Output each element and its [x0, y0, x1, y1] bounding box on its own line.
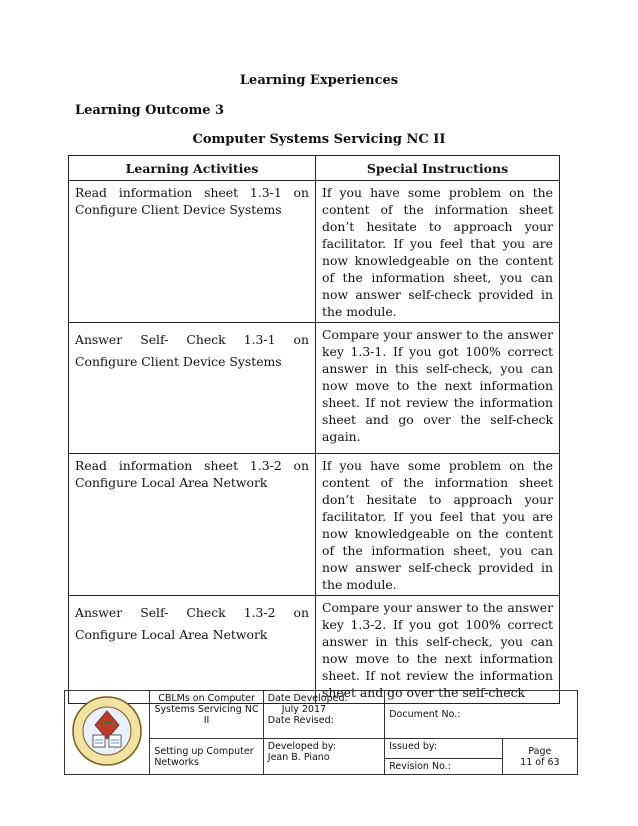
activity-text: Answer Self- Check 1.3-2 on	[75, 605, 309, 620]
activity-topic: Configure Client Device Systems	[75, 354, 282, 369]
column-header-instructions: Special Instructions	[316, 156, 560, 181]
table-row	[69, 454, 560, 596]
issued-by-label: Issued by:	[385, 739, 501, 759]
instruction-cell: Compare your answer to the answer key 1.3-1. If you got 100% correct answer in this self-check, you can now move to the next information sheet. If not review the information sheet and go over the self-check again.	[316, 323, 560, 454]
page-heading: Learning Experiences	[239, 73, 399, 88]
document-number: Document No.:	[385, 691, 578, 739]
revision-no-label: Revision No.:	[389, 761, 451, 772]
developer-info	[263, 739, 384, 775]
learning-activities-table	[68, 155, 560, 704]
table-row	[69, 323, 560, 454]
activity-cell	[69, 454, 316, 596]
developed-by-label: Developed by:	[267, 741, 336, 752]
course-title: Computer Systems Servicing NC II	[192, 132, 446, 147]
table-header-row	[69, 156, 560, 181]
date-revised-label: Date Revised:	[267, 715, 334, 726]
instruction-cell: If you have some problem on the content of the information sheet don’t hesitate to approach your facilitator. If you feel that you are now knowledgeable on the content of the information sheet, you can now answer self-check provided in the module.	[316, 454, 560, 596]
column-header-activities: Learning Activities	[69, 156, 316, 181]
date-developed-value: July 2017	[281, 704, 327, 715]
instruction-cell: If you have some problem on the content of the information sheet don’t hesitate to approach your facilitator. If you feel that you are now knowledgeable on the content of the information sheet, you can now answer self-check provided in the module.	[316, 181, 560, 323]
activity-topic: Configure Local Area Network	[75, 627, 268, 642]
page-label: Page	[528, 745, 552, 757]
page-of: 11 of 63	[520, 756, 560, 768]
activity-topic: Configure Client Device Systems	[75, 202, 282, 217]
activity-text: Read information sheet 1.3-2 on	[75, 458, 309, 473]
document-footer	[64, 690, 578, 775]
activity-text: Answer Self- Check 1.3-1 on	[75, 332, 309, 347]
instruction-cell: Compare your answer to the answer key 1.3-2. If you got 100% correct answer in this self-check, you can now move to the next information sheet. If not review the information sheet and go over the self-check	[316, 596, 560, 704]
module-title: Setting up Computer Networks	[150, 739, 263, 775]
issue-revision-cell	[385, 739, 502, 775]
date-developed-label: Date Developed:	[267, 693, 348, 704]
developer-name: Jean B. Piano	[267, 752, 330, 763]
page-number	[502, 739, 577, 775]
activity-topic: Configure Local Area Network	[75, 475, 268, 490]
table-row	[69, 181, 560, 323]
activity-cell	[69, 323, 316, 454]
school-seal-logo	[71, 695, 143, 767]
date-info	[263, 691, 384, 739]
activity-text: Read information sheet 1.3-1 on	[75, 185, 309, 200]
cblm-title: CBLMs on Computer Systems Servicing NC II	[150, 691, 263, 739]
learning-outcome-label: Learning Outcome 3	[75, 103, 225, 118]
table-row	[69, 596, 560, 704]
activity-cell	[69, 181, 316, 323]
school-logo-cell	[65, 691, 150, 775]
activity-cell	[69, 596, 316, 704]
